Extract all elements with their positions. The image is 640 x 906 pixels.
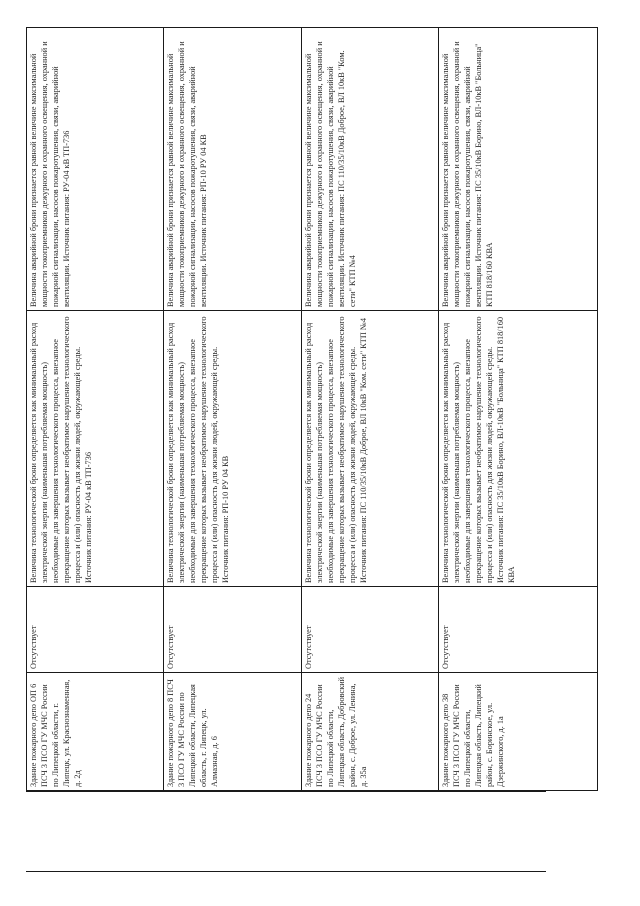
emergency-armor-cell: Величина аварийной брони признается равной величине максимальной мощности токоприемников дежурного и охранного освещения, охранной и пожарной сигнализации, насосов пожаротушения, связи, аварийной вентиляции. Источник питания: ПС 110/35/10кВ Доброе, ВЛ 10кВ "Ком. сети" КТП №4 [301, 28, 438, 311]
tech-armor-cell: Величина технологической брони определяется как минимальный расход электрической энергии (наименьшая потребляемая мощность) необходимые для завершения технологического процесса, внезапное прекращение которых вызывает необратимое нарушение технологического процесса и (или) опасность для жизни людей, окружающей среды. Источник питания: ПС 35/10кВ Борино, ВЛ-10кВ "Больница" КТП 818/160 КВА [439, 311, 598, 587]
table-row [27, 28, 164, 791]
armor-cell: Отсутствует [301, 587, 438, 673]
rule-line [26, 871, 546, 872]
armor-cell: Отсутствует [27, 587, 164, 673]
tech-armor-cell: Величина технологической брони определяется как минимальный расход электрической энергии (наименьшая потребляемая мощность) необходимые для завершения технологического процесса, внезапное прекращение которых вызывает необратимое нарушение технологического процесса и (или) опасность для жизни людей, окружающей среды. Источник питания: РП-10 РУ 04 КВ [164, 311, 301, 587]
tech-armor-cell: Величина технологической брони определяется как минимальный расход электрической энергии (наименьшая потребляемая мощность) необходимые для завершения технологического процесса, внезапное прекращение которых вызывает необратимое нарушение технологического процесса и (или) опасность для жизни людей, окружающей среды. Источник питания: РУ-04 кВ ТП-736 [27, 311, 164, 587]
tech-armor-cell: Величина технологической брони определяется как минимальный расход электрической энергии (наименьшая потребляемая мощность) необходимые для завершения технологического процесса, внезапное прекращение которых вызывает необратимое нарушение технологического процесса и (или) опасность для жизни людей, окружающей среды. Источник питания: ПС 110/35/10кВ Доброе, ВЛ 10кВ "Ком. сети" КТП №4 [301, 311, 438, 587]
object-cell: Здание пожарного депо 24 ПСЧ 3 ПСО ГУ МЧС России по Липецкой области, Липецкая область, Добровский район, с. Доброе, ул. Ленина, д. 35а [301, 673, 438, 791]
emergency-armor-cell: Величина аварийной брони признается равной величине максимальной мощности токоприемников дежурного и охранного освещения, охранной и пожарной сигнализации, насосов пожаротушения, связи, аварийной вентиляции. Источник питания: РП-10 РУ 04 КВ [164, 28, 301, 311]
armor-cell: Отсутствует [164, 587, 301, 673]
object-cell: Здание пожарного депо 38 ПСЧ 3 ПСО ГУ МЧС России по Липецкой области, Липецкая область, Липецкий район, с. Боринское, ул. Дзержинского, д. 1а [439, 673, 598, 791]
table-row [301, 28, 438, 791]
backup-power-table [26, 27, 598, 791]
emergency-armor-cell: Величина аварийной брони признается равной величине максимальной мощности токоприемников дежурного и охранного освещения, охранной и пожарной сигнализации, насосов пожаротушения, связи, аварийной вентиляции. Источник питания: РУ-04 кВ ТП-736 [27, 28, 164, 311]
table-row [439, 28, 598, 791]
object-cell: Здание пожарного депо ОП 6 ПСЧ 3 ПСО ГУ МЧС России по Липецкой области, г. Липецк, ул. Краснознаменная, д. 2д [27, 673, 164, 791]
rule-line [26, 791, 546, 792]
emergency-armor-cell: Величина аварийной брони признается равной величине максимальной мощности токоприемников дежурного и охранного освещения, охранной и пожарной сигнализации, насосов пожаротушения, связи, аварийной вентиляции. Источник питания: ПС 35/10кВ Борино, ВЛ-10кВ "Больница" КТП 818/160 КВА [439, 28, 598, 311]
armor-cell: Отсутствует [439, 587, 598, 673]
object-cell: Здание пожарного депо 8 ПСЧ 3 ПСО ГУ МЧС России по Липецкой области, Липецкая область, г. Липецк, ул. Алмазная, д. 6 [164, 673, 301, 791]
rotated-table-wrapper [26, 28, 598, 791]
table-row [164, 28, 301, 791]
